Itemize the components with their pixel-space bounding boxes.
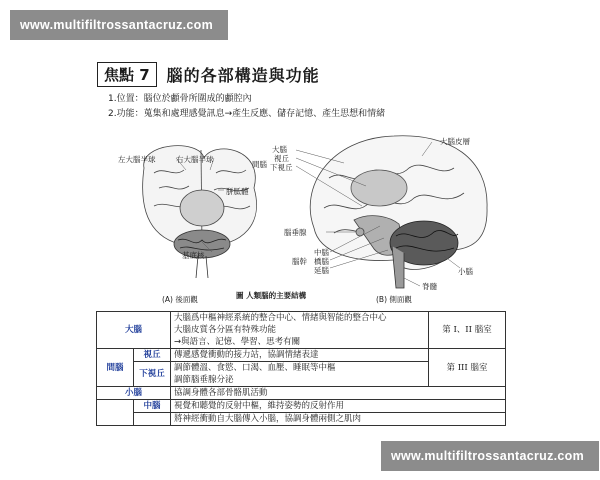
row-label-midbrain: 中腦 [134,400,171,413]
label-left-hemisphere: 左大腦半球 [118,155,156,164]
label-hypothalamus: 下視丘 [270,163,293,172]
heading-title: 腦的各部構造與功能 [166,66,320,85]
cerebrum-line: 大腦皮質各分區有特殊功能 [174,325,277,335]
point-function: 2.功能：蒐集和處理感覺訊息→產生反應、儲存記憶、產生思想和情緒 [108,109,386,119]
label-pituitary: 腦垂腺 [284,228,307,237]
pons-description: 將神經衝動自大腦傳入小腦，協調身體兩側之肌肉 [171,413,506,426]
label-cerebellum: 小腦 [458,267,473,276]
label-pons: 橋腦 [314,257,329,266]
heading-number-box: 焦點 7 [97,62,157,87]
cerebrum-line: →與語言、記憶、學習、思考有關 [174,337,301,347]
hypothalamus-line: 調節體溫、食慾、口渴、血壓、睡眠等中樞 [174,363,336,373]
table-row-cerebellum [97,387,506,400]
label-midbrain: 中腦 [314,248,329,257]
label-right-hemisphere: 右大腦半球 [176,155,214,164]
caption-posterior: (A) 後面觀 [162,295,198,304]
row-label-interbrain: 間腦 [97,349,134,387]
point-location: 1.位置：腦位於顱骨所圍成的顱腔內 [108,94,252,104]
cerebrum-ventricle: 第 I、II 腦室 [429,312,506,349]
cerebrum-description [171,312,429,349]
brain-function-table [96,311,506,426]
label-spinal-cord: 脊髓 [422,282,437,291]
label-cerebral-cortex: 大腦皮層 [440,137,470,146]
label-cerebrum: 大腦 [272,145,287,154]
row-label-cerebrum: 大腦 [97,312,171,349]
watermark-bottom: www.multifiltrossantacruz.com [381,441,599,471]
caption-lateral: (B) 側面觀 [376,295,412,304]
midbrain-description: 視覺和聽覺的反射中樞，維持姿勢的反射作用 [171,400,506,413]
label-corpus-callosum: 胼胝體 [226,187,249,196]
heading [97,62,320,87]
table-row-thalamus [97,349,506,362]
figure-caption: 圖 人類腦的主要結構 [236,291,307,300]
table-row-cerebrum [97,312,506,349]
hypothalamus-description [171,362,429,387]
label-medulla: 延腦 [314,266,329,275]
row-label-cerebellum: 小腦 [97,387,171,400]
label-thalamus: 視丘 [274,154,289,163]
table-row-midbrain [97,400,506,413]
row-label-brainstem [97,400,134,426]
label-brainstem: 腦幹 [292,257,307,266]
cerebellum-description: 協調身體各部骨骼肌活動 [171,387,506,400]
key-points [108,92,385,122]
row-label-thalamus: 視丘 [134,349,171,362]
cerebrum-line: 大腦爲中樞神經系統的整合中心、情緒與智能的整合中心 [174,313,387,323]
row-label-pons [134,413,171,426]
thalamus-description: 傳遞感覺衝動的接力站，協調情緒表達 [171,349,429,362]
row-label-hypothalamus: 下視丘 [134,362,171,387]
table-row-partial [97,413,506,426]
label-basal-ganglia: 基底核 [182,251,205,260]
brain-illustration [104,128,494,306]
brain-figure [104,128,494,306]
interbrain-ventricle: 第 III 腦室 [429,349,506,387]
label-interbrain: 間腦 [252,160,267,169]
watermark-top: www.multifiltrossantacruz.com [10,10,228,40]
hypothalamus-line: 調節腦垂腺分泌 [174,375,234,385]
